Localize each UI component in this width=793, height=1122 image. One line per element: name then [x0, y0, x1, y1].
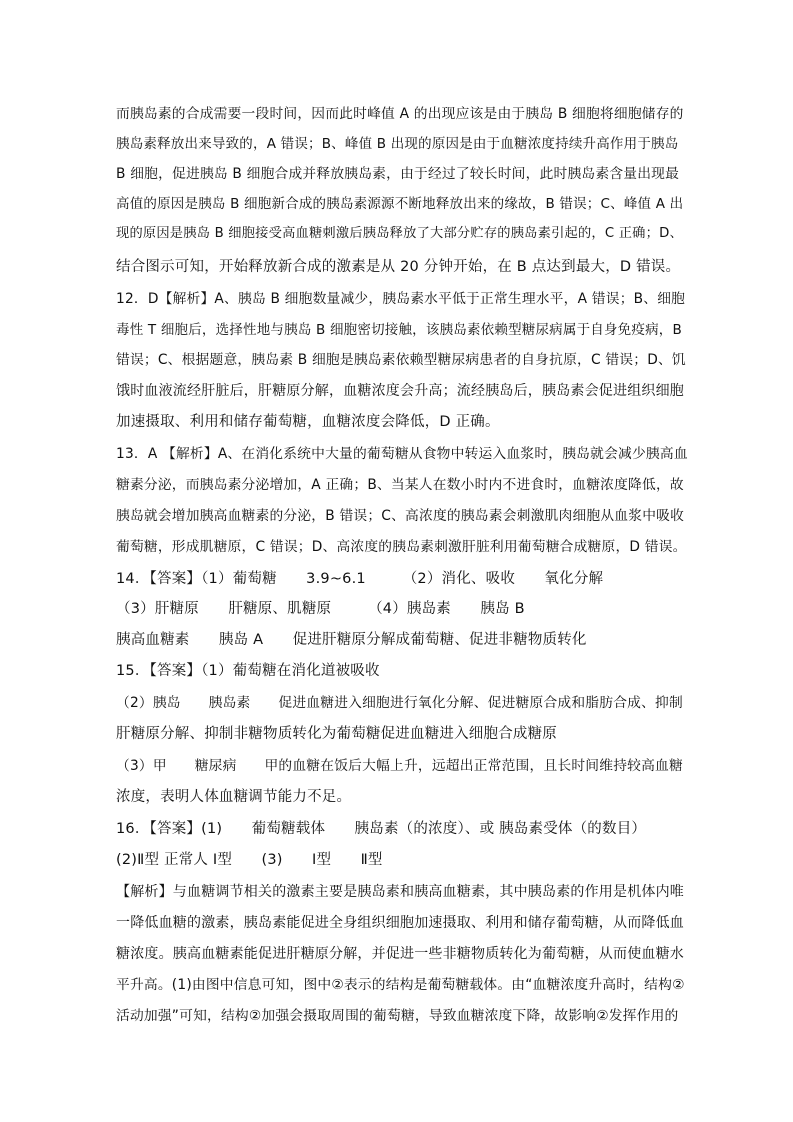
text-line: 平升高。(1)由图中信息可知，图中②表示的结构是葡萄糖载体。由“血糖浓度升高时，结构② [116, 977, 685, 993]
answer-16-heading: 16．【答案】(1) 葡萄糖载体 胰岛素（的浓度）、或 胰岛素受体（的数目） [116, 821, 647, 837]
text-line: 肝糖原分解、抑制非糖物质转化为葡萄糖促进血糖进入细胞合成糖原 [116, 726, 557, 742]
text-line: 而胰岛素的合成需要一段时间，因而此时峰值 A 的出现应该是由于胰岛 B 细胞将细胞储存的 [116, 106, 684, 122]
text-line: （2）胰岛 胰岛素 促进血糖进入细胞进行氧化分解、促进糖原合成和脂肪合成、抑制 [116, 695, 683, 711]
text-line: 胰高血糖素 胰岛 A 促进肝糖原分解成葡萄糖、促进非糖物质转化 [116, 632, 587, 648]
text-line: 毒性 T 细胞后，选择性地与胰岛 B 细胞密切接触，该胰岛素依赖型糖尿病属于自身免疫病，B [116, 322, 682, 338]
text-line: 现的原因是胰岛 B 细胞接受高血糖刺激后胰岛释放了大部分贮存的胰岛素引起的，C 正确；D、 [116, 226, 683, 241]
text-line: 错误；C、根据题意，胰岛素 B 细胞是胰岛素依赖型糖尿病患者的自身抗原，C 错误；D、饥 [116, 352, 686, 368]
text-line: 活动加强”可知，结构②加强会摄取周围的葡萄糖，导致血糖浓度下降，故影响②发挥作用的 [116, 1008, 679, 1024]
text-line: 一降低血糖的激素，胰岛素能促进全身组织细胞加速摄取、利用和储存葡萄糖，从而降低血 [116, 915, 684, 931]
text-line: 浓度，表明人体血糖调节能力不足。 [116, 789, 352, 805]
answer-12-heading: 12．D【解析】A、胰岛 B 细胞数量减少，胰岛素水平低于正常生理水平，A 错误；B、细胞 [116, 291, 686, 307]
text-line: （3）肝糖原 肝糖原、肌糖原 （4）胰岛素 胰岛 B [116, 601, 525, 617]
text-line: 葡萄糖，形成肌糖原，C 错误；D、高浓度的胰岛素刺激肝脏利用葡萄糖合成糖原，D 错误。 [116, 539, 687, 555]
text-line: 结合图示可知，开始释放新合成的激素是从 20 分钟开始，在 B 点达到最大，D 错误。 [116, 259, 681, 275]
text-line: B 细胞，促进胰岛 B 细胞合成并释放胰岛素，由于经过了较长时间，此时胰岛素含量出现最 [116, 166, 680, 182]
text-line: 高值的原因是胰岛 B 细胞新合成的胰岛素源源不断地释放出来的缘故，B 错误；C、峰值 A 出 [116, 196, 684, 212]
answer-13-heading: 13．A 【解析】A、在消化系统中大量的葡萄糖从食物中转运入血浆时，胰岛就会减少胰高血 [116, 446, 688, 462]
text-line: 加速摄取、利用和储存葡萄糖，血糖浓度会降低，D 正确。 [116, 414, 500, 430]
answer-14-heading: 14．【答案】（1）葡萄糖 3.9~6.1 （2）消化、吸收 氧化分解 [116, 571, 604, 587]
text-line: 胰岛素释放出来导致的，A 错误；B、峰值 B 出现的原因是由于血糖浓度持续升高作用于胰岛 [116, 136, 679, 152]
text-line: 饿时血液流经肝脏后，肝糖原分解，血糖浓度会升高；流经胰岛后，胰岛素会促进组织细胞 [116, 383, 684, 399]
text-line: (2)Ⅱ型 正常人 Ⅰ型 (3) Ⅰ型 Ⅱ型 [116, 852, 383, 868]
analysis-heading: 【解析】与血糖调节相关的激素主要是胰岛素和胰高血糖素，其中胰岛素的作用是机体内唯 [116, 884, 684, 900]
answer-15-heading: 15．【答案】（1）葡萄糖在消化道被吸收 [116, 663, 380, 679]
text-line: （3）甲 糖尿病 甲的血糖在饭后大幅上升，远超出正常范围，且长时间维持较高血糖 [116, 758, 683, 774]
text-line: 糖素分泌，而胰岛素分泌增加，A 正确；B、当某人在数小时内不进食时，血糖浓度降低，故 [116, 477, 684, 493]
text-line: 胰岛就会增加胰高血糖素的分泌，B 错误；C、高浓度的胰岛素会刺激肌肉细胞从血浆中吸收 [116, 508, 685, 524]
text-line: 糖浓度。胰高血糖素能促进肝糖原分解，并促进一些非糖物质转化为葡萄糖，从而使血糖水 [116, 946, 684, 962]
